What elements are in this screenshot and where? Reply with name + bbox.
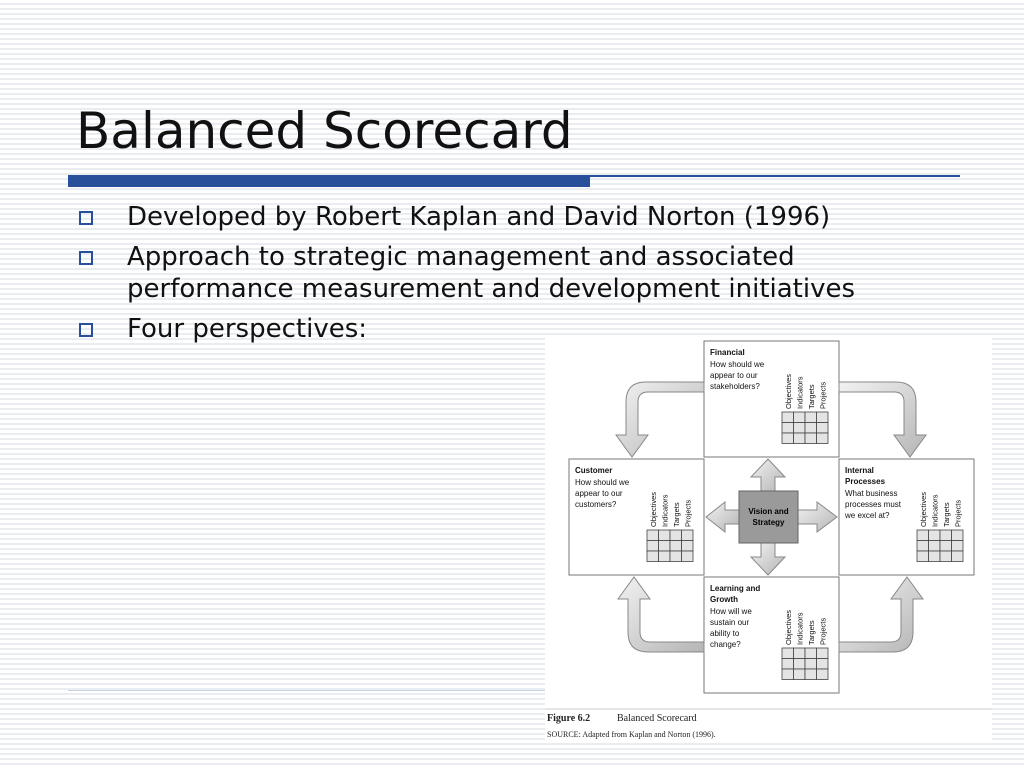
learning-grid-cell bbox=[794, 659, 806, 670]
learning-title: Learning and bbox=[710, 584, 761, 593]
financial-column-header: Objectives bbox=[783, 373, 793, 409]
balanced-scorecard-figure bbox=[545, 337, 992, 743]
bullet-text: Approach to strategic management and associated performance measurement and development initiatives bbox=[127, 242, 856, 304]
internal-grid-cell bbox=[940, 541, 952, 552]
internal-grid-cell bbox=[917, 530, 929, 541]
learning-question-line: sustain our bbox=[710, 618, 750, 627]
customer-grid-cell bbox=[682, 530, 694, 541]
learning-grid-cell bbox=[794, 648, 806, 659]
internal-grid-cell bbox=[917, 541, 929, 552]
square-bullet-icon bbox=[79, 211, 93, 225]
bullet-text: Four perspectives: bbox=[127, 314, 368, 344]
internal-grid-cell bbox=[929, 530, 941, 541]
customer-title: Customer bbox=[575, 466, 613, 475]
internal-title: Processes bbox=[845, 477, 886, 486]
financial-grid-cell bbox=[794, 433, 806, 444]
learning-grid-cell bbox=[805, 659, 817, 670]
customer-question-line: appear to our bbox=[575, 489, 623, 498]
learning-grid-cell bbox=[817, 648, 829, 659]
customer-grid-cell bbox=[682, 551, 694, 562]
bullet-list bbox=[76, 201, 956, 353]
internal-column-header: Objectives bbox=[918, 491, 928, 527]
customer-column-header: Projects bbox=[683, 499, 693, 527]
customer-column-header: Targets bbox=[671, 502, 681, 527]
customer-grid-cell bbox=[670, 530, 682, 541]
customer-column-header: Indicators bbox=[660, 494, 670, 527]
learning-column-header: Objectives bbox=[783, 609, 793, 645]
bullet-text: Developed by Robert Kaplan and David Norton (1996) bbox=[127, 202, 831, 232]
learning-grid-cell bbox=[817, 659, 829, 670]
financial-grid-cell bbox=[805, 423, 817, 434]
customer-grid-cell bbox=[670, 551, 682, 562]
vision-strategy-box bbox=[739, 491, 798, 543]
title-underline-line bbox=[590, 175, 960, 177]
learning-question-line: ability to bbox=[710, 629, 740, 638]
financial-column-header: Targets bbox=[806, 384, 816, 409]
customer-question-line: customers? bbox=[575, 500, 617, 509]
customer-grid-cell bbox=[670, 541, 682, 552]
financial-column-header: Indicators bbox=[795, 376, 805, 409]
internal-grid-cell bbox=[952, 541, 964, 552]
center-label-line2: Strategy bbox=[752, 518, 785, 527]
square-bullet-icon bbox=[79, 323, 93, 337]
internal-question-line: What business bbox=[845, 489, 898, 498]
title-underline-bar bbox=[68, 175, 590, 187]
financial-grid-cell bbox=[805, 412, 817, 423]
figure-source: SOURCE: Adapted from Kaplan and Norton (1996). bbox=[547, 730, 716, 739]
financial-question-line: How should we bbox=[710, 360, 765, 369]
customer-grid-cell bbox=[659, 541, 671, 552]
customer-column-header: Objectives bbox=[648, 491, 658, 527]
customer-grid-cell bbox=[647, 530, 659, 541]
financial-grid-cell bbox=[817, 423, 829, 434]
learning-grid-cell bbox=[782, 659, 794, 670]
internal-grid-cell bbox=[917, 551, 929, 562]
internal-question-line: processes must bbox=[845, 500, 902, 509]
customer-question-line: How should we bbox=[575, 478, 630, 487]
footer-divider bbox=[68, 690, 548, 691]
center-label-line1: Vision and bbox=[748, 507, 789, 516]
financial-question-line: stakeholders? bbox=[710, 382, 760, 391]
financial-grid-cell bbox=[817, 412, 829, 423]
financial-title: Financial bbox=[710, 348, 745, 357]
customer-grid-cell bbox=[659, 530, 671, 541]
customer-grid-cell bbox=[647, 551, 659, 562]
financial-grid-cell bbox=[782, 412, 794, 423]
bullet-item bbox=[76, 201, 956, 233]
internal-grid-cell bbox=[940, 551, 952, 562]
internal-question-line: we excel at? bbox=[845, 511, 890, 520]
internal-grid-cell bbox=[952, 551, 964, 562]
internal-grid-cell bbox=[929, 541, 941, 552]
customer-grid-cell bbox=[682, 541, 694, 552]
slide-title: Balanced Scorecard bbox=[76, 102, 573, 160]
learning-title: Growth bbox=[710, 595, 738, 604]
financial-grid-cell bbox=[794, 412, 806, 423]
customer-grid-cell bbox=[647, 541, 659, 552]
internal-grid-cell bbox=[929, 551, 941, 562]
internal-grid-cell bbox=[952, 530, 964, 541]
internal-column-header: Projects bbox=[953, 499, 963, 527]
learning-column-header: Projects bbox=[818, 617, 828, 645]
bullet-item bbox=[76, 241, 956, 305]
learning-question-line: How will we bbox=[710, 607, 752, 616]
financial-grid-cell bbox=[782, 433, 794, 444]
figure-title: Balanced Scorecard bbox=[617, 713, 697, 724]
learning-grid-cell bbox=[817, 669, 829, 680]
learning-column-header: Indicators bbox=[795, 612, 805, 645]
financial-question-line: appear to our bbox=[710, 371, 758, 380]
internal-grid-cell bbox=[940, 530, 952, 541]
internal-column-header: Targets bbox=[941, 502, 951, 527]
learning-grid-cell bbox=[782, 648, 794, 659]
financial-grid-cell bbox=[805, 433, 817, 444]
financial-grid-cell bbox=[782, 423, 794, 434]
internal-column-header: Indicators bbox=[930, 494, 940, 527]
learning-question-line: change? bbox=[710, 640, 741, 649]
financial-grid-cell bbox=[794, 423, 806, 434]
learning-grid-cell bbox=[794, 669, 806, 680]
learning-column-header: Targets bbox=[806, 620, 816, 645]
scorecard-diagram bbox=[545, 337, 992, 743]
customer-grid-cell bbox=[659, 551, 671, 562]
financial-grid-cell bbox=[817, 433, 829, 444]
square-bullet-icon bbox=[79, 251, 93, 265]
learning-grid-cell bbox=[805, 648, 817, 659]
financial-column-header: Projects bbox=[818, 381, 828, 409]
learning-grid-cell bbox=[805, 669, 817, 680]
internal-title: Internal bbox=[845, 466, 874, 475]
figure-label: Figure 6.2 bbox=[547, 713, 591, 724]
learning-grid-cell bbox=[782, 669, 794, 680]
